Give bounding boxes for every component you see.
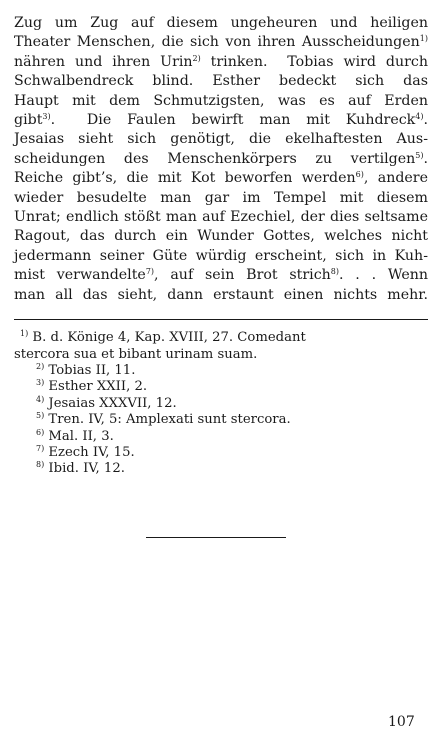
body-line-4: Schwalbendreck blind. Esther bedeckt sich das <box>14 73 428 90</box>
footnote-1 <box>14 330 428 346</box>
footnote-5-text: Tren. IV, 5: Amplexati sunt stercora. <box>48 412 291 428</box>
footnote-ref-5: 5) <box>415 150 424 160</box>
footnote-5-mark: 5) <box>36 411 45 421</box>
footnote-7-mark: 7) <box>36 443 45 453</box>
body-line-14: mist verwandelte$^{7)}$, auf sein Brot strich$^{8)}$. . . Wenn <box>14 267 429 284</box>
page-number: 107 <box>388 714 415 730</box>
body-line-6: gibt$^{3)}$. Die Faulen bewirft man mit Kuhdreck$^{4)}$. <box>14 112 428 129</box>
footnote-ref-7: 7) <box>145 267 155 277</box>
body-line-14-mid: , auf sein Brot strich <box>154 267 331 284</box>
footnote-3 <box>14 379 428 395</box>
body-line-14-end: . . . Wenn <box>339 267 429 284</box>
body-line-9: Reiche gibt’s, die mit Kot beworfen werden$^{6)}$, andere <box>14 170 428 187</box>
footnote-2-mark: 2) <box>36 361 45 371</box>
body-line-6-end: . <box>423 112 428 129</box>
body-line-8: scheidungen des Menschenkörpers zu vertilgen$^{5)}$. <box>14 150 428 167</box>
footnote-ref-6: 6) <box>355 170 364 180</box>
footnote-5 <box>14 412 428 428</box>
footnote-ref-2: 2) <box>192 53 201 63</box>
body-line-3-rest: trinken. Tobias wird durch <box>200 53 428 70</box>
footnote-1-mark: 1) <box>20 329 29 339</box>
body-line-13: jedermann seiner Güte würdig erscheint, sich in Kuh- <box>14 247 428 264</box>
body-line-9-rest: , andere <box>363 170 428 187</box>
footnote-8-mark: 8) <box>36 460 45 470</box>
section-end-rule <box>146 537 286 538</box>
footnote-1-text: B. d. Könige 4, Kap. XVIII, 27. Comedant <box>32 330 306 346</box>
body-line-5: Haupt mit dem Schmutzigsten, was es auf Erden <box>14 92 428 109</box>
footnote-1-continued: stercora sua et bibant urinam suam. <box>14 346 258 362</box>
body-line-1: Zug um Zug auf diesem ungeheuren und heiligen <box>14 15 428 31</box>
body-line-2: Theater Menschen, die sich von ihren Ausscheidungen$^{1)}$ <box>14 34 428 51</box>
footnote-ref-3: 3) <box>42 112 51 122</box>
body-text <box>14 14 428 305</box>
footnote-7-text: Ezech IV, 15. <box>48 444 135 460</box>
footnote-4-text: Jesaias XXXVII, 12. <box>48 395 177 411</box>
footnote-2-text: Tobias II, 11. <box>48 362 136 378</box>
body-line-6-mid: . Die Faulen bewirft man mit Kuhdreck <box>50 112 416 129</box>
footnote-ref-1: 1) <box>419 34 428 44</box>
footnote-4-mark: 4) <box>36 394 45 404</box>
body-line-11: Unrat; endlich stößt man auf Ezechiel, der dies seltsame <box>14 209 428 226</box>
footnote-4 <box>14 396 428 412</box>
body-line-10: wieder besudelte man gar im Tempel mit diesem <box>14 189 428 206</box>
footnote-6-text: Mal. II, 3. <box>48 428 114 444</box>
page <box>14 14 428 478</box>
footnote-6-mark: 6) <box>36 427 45 437</box>
footnote-3-text: Esther XXII, 2. <box>48 379 148 395</box>
footnote-3-mark: 3) <box>36 378 45 388</box>
body-line-3: nähren und ihren Urin$^{2)}$ trinken. Tobias wird durch <box>14 53 428 70</box>
footnote-8 <box>14 461 428 477</box>
body-line-12: Ragout, das durch ein Wunder Gottes, welches nicht <box>14 228 428 245</box>
footnote-divider <box>14 319 428 320</box>
body-line-15: man all das sieht, dann erstaunt einen nichts mehr. <box>14 286 428 303</box>
body-line-7: Jesaias sieht sich genötigt, die ekelhaftesten Aus- <box>14 131 428 148</box>
footnote-8-text: Ibid. IV, 12. <box>48 461 125 477</box>
footnote-ref-4: 4) <box>415 112 424 122</box>
footnote-6 <box>14 429 428 445</box>
body-line-8-end: . <box>423 150 428 167</box>
footnote-2 <box>14 363 428 379</box>
footnote-ref-8: 8) <box>330 267 339 277</box>
footnote-7 <box>14 445 428 461</box>
footnotes <box>14 330 428 478</box>
